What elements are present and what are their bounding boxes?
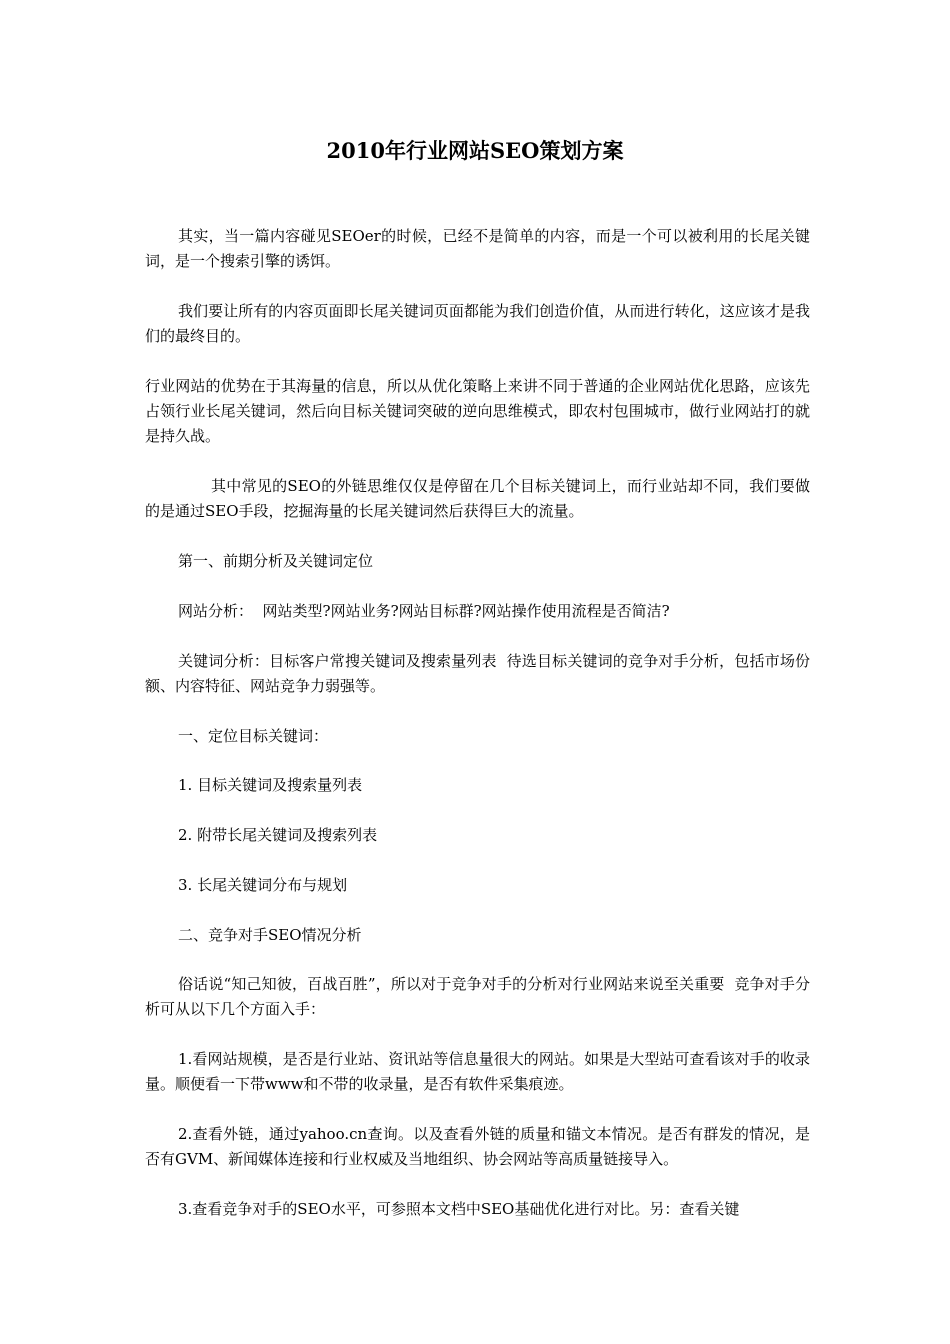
section-heading-target-keywords: 一、定位目标关键词： (178, 727, 329, 745)
paragraph-seo-level: 3.查看竞争对手的SEO水平，可参照本文档中SEO基础优化进行对比。另：查看关键 (178, 1200, 740, 1218)
list-item-2: 2. 附带长尾关键词及搜索列表 (178, 826, 378, 844)
paragraph-external-links: 其中常见的SEO的外链思维仅仅是停留在几个目标关键词上，而行业站却不同，我们要做的是通过SEO手段，挖掘海量的长尾关键词然后获得巨大的流量。 (145, 477, 810, 520)
paragraph-proverb: 俗话说“知己知彼，百战百胜”，所以对于竞争对手的分析对行业网站来说至关重要 竞争对手分析可从以下几个方面入手： (145, 975, 810, 1018)
paragraph-value: 我们要让所有的内容页面即长尾关键词页面都能为我们创造价值，从而进行转化，这应该才是我们的最终目的。 (145, 302, 810, 345)
section-heading-part-one: 第一、前期分析及关键词定位 (178, 552, 374, 570)
document-title: 2010年行业网站SEO策划方案 (326, 138, 624, 163)
paragraph-backlinks: 2.查看外链，通过yahoo.cn查询。以及查看外链的质量和锚文本情况。是否有群发的情况，是否有GVM、新闻媒体连接和行业权威及当地组织、协会网站等高质量链接导入。 (145, 1125, 810, 1168)
paragraph-site-analysis: 网站分析： 网站类型?网站业务?网站目标群?网站操作使用流程是否简洁? (178, 602, 670, 620)
paragraph-site-scale: 1.看网站规模，是否是行业站、资讯站等信息量很大的网站。如果是大型站可查看该对手的收录量。顺便看一下带www和不带的收录量，是否有软件采集痕迹。 (145, 1050, 810, 1093)
paragraph-advantage: 行业网站的优势在于其海量的信息，所以从优化策略上来讲不同于普通的企业网站优化思路，应该先占领行业长尾关键词，然后向目标关键词突破的逆向思维模式，即农村包围城市，做行业网站打的就是持久战。 (145, 377, 810, 445)
paragraph-intro: 其实，当一篇内容碰见SEOer的时候，已经不是简单的内容，而是一个可以被利用的长尾关键词，是一个搜索引擎的诱饵。 (145, 227, 810, 270)
list-item-3: 3. 长尾关键词分布与规划 (178, 876, 348, 894)
section-heading-competitor: 二、竞争对手SEO情况分析 (178, 926, 362, 944)
list-item-1: 1. 目标关键词及搜索量列表 (178, 776, 363, 794)
paragraph-keyword-analysis: 关键词分析：目标客户常搜关键词及搜索量列表 待选目标关键词的竞争对手分析，包括市场份额、内容特征、网站竞争力弱强等。 (145, 652, 810, 695)
